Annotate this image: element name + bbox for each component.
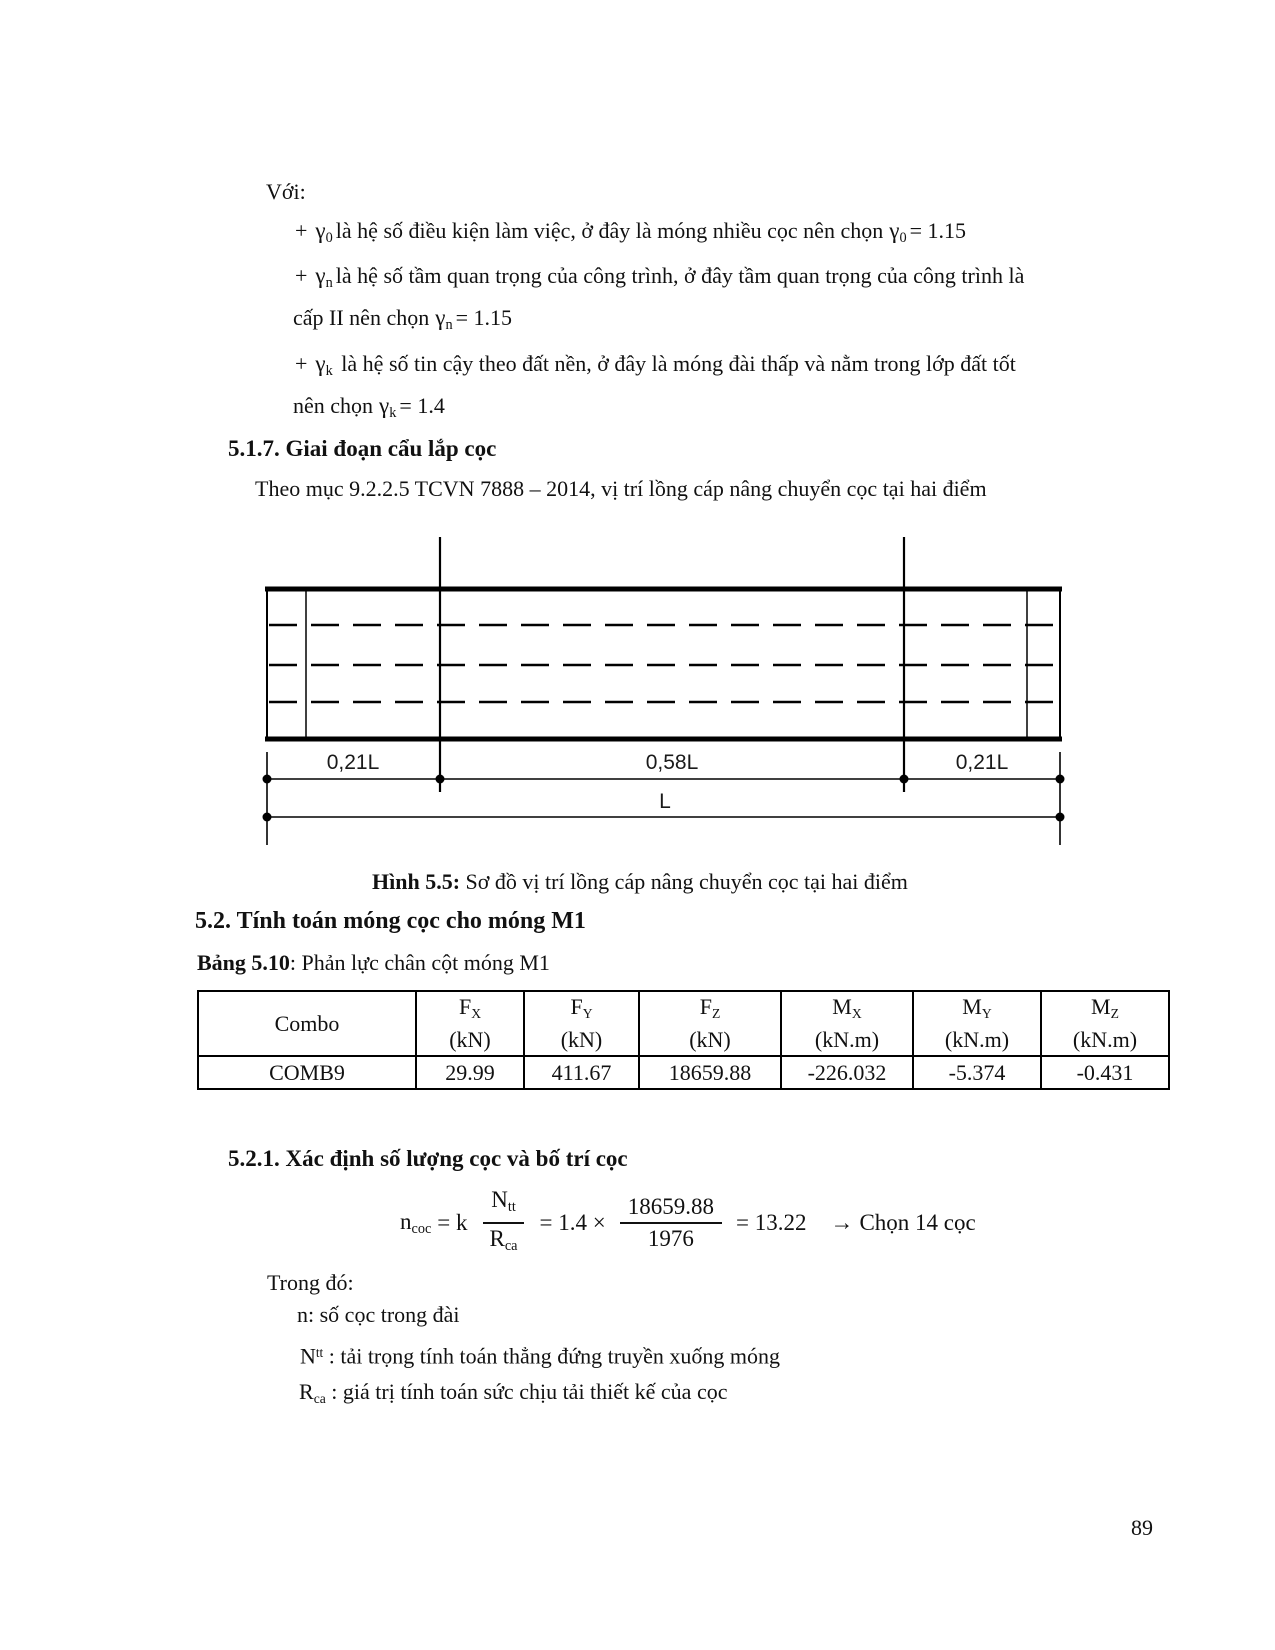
table-row xyxy=(198,1056,1169,1089)
formula-fraction-symbolic xyxy=(482,1187,526,1259)
dimension-label-total: L xyxy=(659,790,671,813)
intro-lead: Với: xyxy=(266,179,306,204)
where-lead: Trong đó: xyxy=(267,1270,354,1295)
definition-ntt: $N^{tt}$ : tải trọng tính toán thẳng đứng truyền xuống móng xyxy=(300,1343,780,1369)
cell-mx: -226.032 xyxy=(781,1056,913,1089)
table-header-fx: $F_X$ (kN) xyxy=(416,991,524,1056)
bullet-text: là hệ số tầm quan trọng của công trình, ở đây tầm quan trọng của công trình là xyxy=(335,263,1025,288)
bullet-gamma-n xyxy=(295,261,1024,297)
cell-combo: COMB9 xyxy=(198,1056,416,1089)
dimension-dot xyxy=(1056,775,1065,784)
table-caption xyxy=(197,949,550,977)
cell-mz: -0.431 xyxy=(1041,1056,1169,1089)
formula-fraction-numeric xyxy=(620,1194,722,1252)
formula-eq2: = 1.4 × xyxy=(539,1210,606,1235)
gamma-symbol: $\gamma_0$ xyxy=(889,217,907,246)
formula-denominator: $R_{ca}$ xyxy=(489,1226,518,1254)
bullet-gamma0 xyxy=(295,216,966,252)
gamma-value: = 1.4 xyxy=(399,393,445,418)
formula-lhs: $n_{coc}$ xyxy=(400,1208,432,1237)
table-header-fy: $F_Y$ (kN) xyxy=(524,991,639,1056)
bullet-marker: + xyxy=(295,351,308,376)
dimension-label-right: 0,21L xyxy=(955,751,1009,774)
table-header-fz: $F_Z$ (kN) xyxy=(639,991,781,1056)
gamma-value: = 1.15 xyxy=(909,218,967,243)
formula-result: = 13.22 xyxy=(735,1210,807,1235)
page-number: 89 xyxy=(1131,1515,1153,1540)
gamma-symbol: $\gamma_k$ xyxy=(315,350,333,379)
formula-eq1: = k xyxy=(437,1210,468,1235)
table-header-row xyxy=(198,991,1169,1056)
bullet-text: nên chọn xyxy=(293,393,374,418)
pile-count-formula xyxy=(400,1183,976,1263)
bullet-gamma-k xyxy=(295,349,1016,385)
table-header-my: $M_Y$ (kN.m) xyxy=(913,991,1041,1056)
formula-numerator-value: 18659.88 xyxy=(620,1194,722,1224)
gamma-symbol: $\gamma_n$ xyxy=(435,304,453,333)
dimension-dot xyxy=(1056,813,1065,822)
table-caption-number: Bảng 5.10 xyxy=(197,950,290,975)
section-521-heading: 5.2.1. Xác định số lượng cọc và bố trí cọc xyxy=(228,1146,628,1171)
gamma-symbol: $\gamma_0$ xyxy=(315,217,333,246)
dimension-dot xyxy=(263,775,272,784)
formula-numerator: $N_{tt}$ xyxy=(483,1187,524,1224)
gamma-value: = 1.15 xyxy=(455,305,513,330)
cell-my: -5.374 xyxy=(913,1056,1041,1089)
bullet-text: cấp II nên chọn xyxy=(293,305,430,330)
bullet-marker: + xyxy=(295,218,308,243)
bullet-gamma-n-cont xyxy=(293,303,512,339)
section-517-paragraph: Theo mục 9.2.2.5 TCVN 7888 – 2014, vị trí lồng cáp nâng chuyển cọc tại hai điểm xyxy=(255,476,987,501)
figure-caption-text: Sơ đồ vị trí lồng cáp nâng chuyển cọc tại hai điểm xyxy=(460,869,908,894)
cell-fx: 29.99 xyxy=(416,1056,524,1089)
arrow-icon: → xyxy=(830,1210,854,1235)
formula-denominator-value: 1976 xyxy=(647,1226,694,1251)
definition-n: n: số cọc trong đài xyxy=(297,1302,460,1327)
gamma-symbol: $\gamma_k$ xyxy=(379,392,397,421)
table-header-mx: $M_X$ (kN.m) xyxy=(781,991,913,1056)
figure-caption-number: Hình 5.5: xyxy=(372,869,461,894)
cell-fy: 411.67 xyxy=(524,1056,639,1089)
section-517-heading: 5.1.7. Giai đoạn cẩu lắp cọc xyxy=(228,436,497,461)
table-caption-text: : Phản lực chân cột móng M1 xyxy=(289,950,550,975)
bullet-gamma-k-cont xyxy=(293,391,445,427)
formula-conclusion: Chọn 14 cọc xyxy=(859,1210,976,1235)
section-52-heading: 5.2. Tính toán móng cọc cho móng M1 xyxy=(195,908,586,934)
definition-rca: $R_{ca}$ : giá trị tính toán sức chịu tải thiết kế của cọc xyxy=(299,1379,728,1406)
bullet-text: là hệ số tin cậy theo đất nền, ở đây là móng đài thấp và nằm trong lớp đất tốt xyxy=(341,351,1016,376)
column-reaction-table xyxy=(197,990,1170,1090)
table-header-combo: Combo xyxy=(198,991,416,1056)
dimension-label-mid: 0,58L xyxy=(645,751,699,774)
dimension-label-left: 0,21L xyxy=(326,751,380,774)
bullet-text: là hệ số điều kiện làm việc, ở đây là móng nhiều cọc nên chọn xyxy=(335,218,884,243)
table-header-mz: $M_Z$ (kN.m) xyxy=(1041,991,1169,1056)
figure-caption xyxy=(372,868,908,896)
cell-fz: 18659.88 xyxy=(639,1056,781,1089)
dimension-dot xyxy=(263,813,272,822)
dimension-dot xyxy=(436,775,445,784)
dimension-dot xyxy=(900,775,909,784)
pile-lifting-diagram xyxy=(240,505,1090,860)
gamma-symbol: $\gamma_n$ xyxy=(315,262,333,291)
bullet-marker: + xyxy=(295,263,308,288)
